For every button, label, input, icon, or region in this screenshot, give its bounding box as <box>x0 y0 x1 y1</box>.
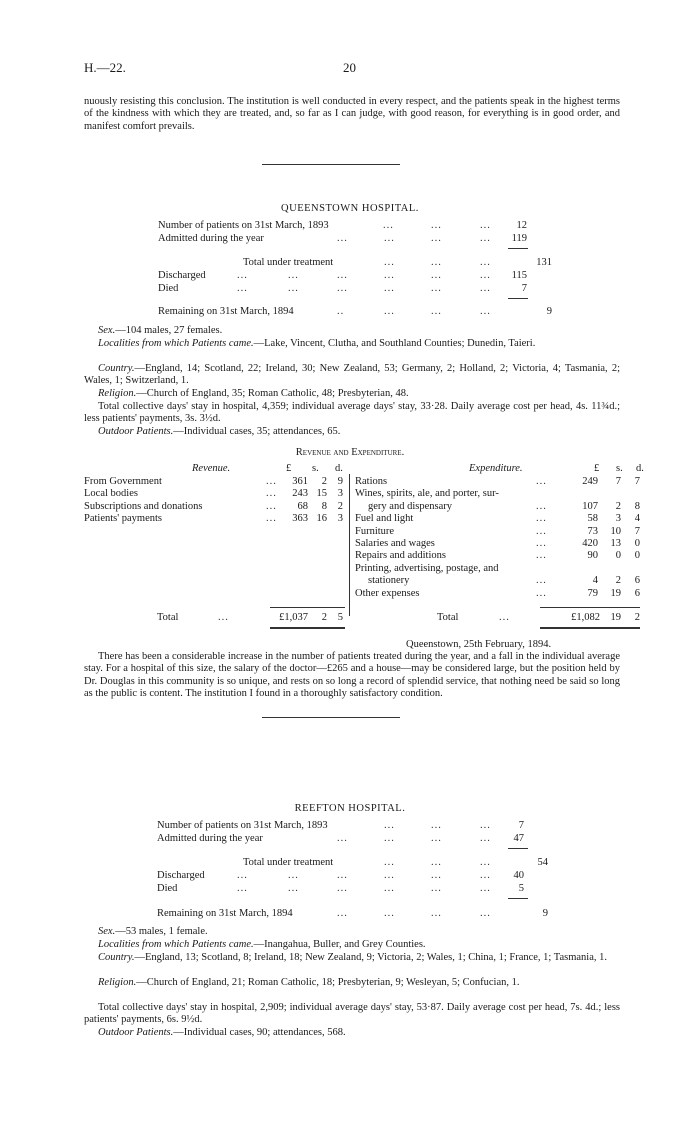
leader-dots: ... <box>337 270 348 281</box>
expenditure-item-label: stationery <box>368 575 410 587</box>
pound-head: £ <box>286 463 292 474</box>
stat-label: Number of patients on 31st March, 1893 <box>157 820 328 831</box>
revenue-total-shillings: 2 <box>321 612 327 623</box>
revenue-item-label: Subscriptions and donations <box>84 500 203 512</box>
expenditure-total-shillings: 19 <box>610 612 621 623</box>
queenstown-stay: Total collective days' stay in hospital, 4,359; individual average days' stay, 33·28. Daily average cost per head, 4s. 11¾d.; less patients' payments, 3s. 3½d. <box>84 401 620 425</box>
leader-dots: ... <box>337 883 348 894</box>
stat-value: 9 <box>542 908 548 919</box>
finance-title: Revenue and Expenditure. <box>295 447 405 458</box>
expenditure-item-label: Printing, advertising, postage, and <box>355 562 499 574</box>
revenue-item-pence: 9 <box>337 476 343 487</box>
reefton-outdoor <box>84 1027 620 1039</box>
leader-dots: ... <box>431 870 442 881</box>
expenditure-item-label: Fuel and light <box>355 513 414 525</box>
revenue-item-shillings: 2 <box>321 476 327 487</box>
expenditure-item-pounds: 90 <box>587 550 598 562</box>
expenditure-item-pence: 7 <box>634 525 640 537</box>
reefton-religion <box>84 977 620 989</box>
expenditure-total-pounds: £1,082 <box>571 612 600 623</box>
expenditure-item-shillings: 10 <box>610 525 621 537</box>
running-head: H.—22. <box>84 60 126 75</box>
leader-dots: ... <box>384 857 395 868</box>
field-value: —England, 14; Scotland, 22; Ireland, 30; New Zealand, 53; Germany, 2; Holland, 2; Victoria, 4; Tasmania, 2; Wales, 1; Switzerland, 1. <box>84 363 620 387</box>
field-value: —Lake, Vincent, Clutha, and Southland Counties; Dunedin, Taieri. <box>253 338 536 349</box>
stat-value: 5 <box>518 883 524 894</box>
expenditure-item-pounds: 107 <box>582 500 598 512</box>
field-value: —53 males, 1 female. <box>115 926 208 937</box>
sum-rule <box>270 607 345 608</box>
leader-dots: ... <box>266 476 277 487</box>
leader-dots: ... <box>218 612 229 623</box>
field-value: —Church of England, 21; Roman Catholic, 18; Presbyterian, 9; Wesleyan, 5; Confucian, 1. <box>136 977 520 988</box>
revenue-item-shillings: 8 <box>321 500 327 512</box>
expenditure-item-pence: 6 <box>634 587 640 599</box>
field-value: —Individual cases, 90; attendances, 568. <box>173 1027 346 1038</box>
stat-value: 54 <box>537 857 548 868</box>
stat-label: Remaining on 31st March, 1894 <box>157 908 293 919</box>
field-label: Country. <box>98 363 135 374</box>
leader-dots: ... <box>480 857 491 868</box>
leader-dots: ... <box>536 525 547 537</box>
leader-dots: ... <box>431 883 442 894</box>
expenditure-item-shillings: 2 <box>615 500 621 512</box>
leader-dots: ... <box>536 575 547 587</box>
page-number: 20 <box>343 60 356 75</box>
queenstown-localities <box>84 338 620 350</box>
leader-dots: ... <box>499 612 510 623</box>
leader-dots: ... <box>480 283 491 294</box>
queenstown-outdoor <box>84 426 620 438</box>
stat-label: Total under treatment <box>243 857 334 868</box>
leader-dots: ... <box>536 513 547 525</box>
expenditure-item-pounds: 4 <box>592 575 598 587</box>
intro-paragraph: nuously resisting this conclusion. The institution is well conducted in every respect, and the patients speak in the highest terms of the kindness with which they are treated, and, so far as I can judge, with good reason, for everything is in good order, and manifest comfort prevails. <box>84 96 620 132</box>
stat-label: Died <box>157 883 178 894</box>
leader-dots: ... <box>288 870 299 881</box>
expenditure-heading: Expenditure. <box>469 463 523 474</box>
leader-dots: ... <box>237 883 248 894</box>
revenue-item-pence: 3 <box>337 488 343 500</box>
stat-value: 12 <box>516 220 527 231</box>
leader-dots: ... <box>536 550 547 562</box>
expenditure-item-pence: 4 <box>634 513 640 525</box>
expenditure-item-shillings: 3 <box>615 513 621 525</box>
revenue-heading: Revenue. <box>192 463 231 474</box>
section-divider <box>262 717 400 718</box>
sum-rule <box>540 607 640 608</box>
leader-dots: ... <box>383 220 394 231</box>
leader-dots: ... <box>480 870 491 881</box>
shilling-head: s. <box>312 463 319 474</box>
leader-dots: ... <box>237 870 248 881</box>
double-rule <box>540 627 640 629</box>
reefton-localities <box>84 939 620 951</box>
queenstown-country <box>84 363 620 388</box>
expenditure-item-shillings: 13 <box>610 538 621 549</box>
queenstown-comment: There has been a considerable increase in the number of patients treated during the year, and a fall in the individual average stay. For a hospital of this size, the salary of the doctor—£265 and a house—may be considered large, but the position held by Dr. Douglas in this community is so unique, and rests on so long a record of splendid service, that nothing need be said so long as the public is content. The institution I found in a thoroughly satisfactory condition. <box>84 651 620 700</box>
revenue-total-pence: 5 <box>337 612 343 623</box>
expenditure-item-pence: 0 <box>634 538 640 549</box>
field-label: Religion. <box>98 388 137 399</box>
expenditure-item-pounds: 58 <box>587 513 598 525</box>
revenue-total-pounds: £1,037 <box>279 612 308 623</box>
leader-dots: ... <box>337 870 348 881</box>
sum-rule <box>508 248 528 249</box>
pence-head: d. <box>636 463 644 474</box>
leader-dots: ... <box>480 220 491 231</box>
expenditure-item-shillings: 2 <box>615 575 621 587</box>
dateline: Queenstown, 25th February, 1894. <box>406 639 552 650</box>
expenditure-item-label: gery and dispensary <box>368 500 452 512</box>
expenditure-item-shillings: 0 <box>615 550 621 562</box>
leader-dots: ... <box>431 220 442 231</box>
field-value: —Church of England, 35; Roman Catholic, 48; Presbyterian, 48. <box>136 388 409 399</box>
leader-dots: ... <box>536 538 547 549</box>
revenue-item-pounds: 68 <box>297 500 308 512</box>
expenditure-item-pence: 0 <box>634 550 640 562</box>
pound-head: £ <box>594 463 600 474</box>
expenditure-item-shillings: 19 <box>610 587 621 599</box>
leader-dots: ... <box>480 233 491 244</box>
stat-label: Total under treatment <box>243 257 334 268</box>
leader-dots: ... <box>480 306 491 317</box>
expenditure-item-pounds: 79 <box>587 587 598 599</box>
field-label: Localities from which Patients came. <box>98 338 254 349</box>
expenditure-item-label: Rations <box>355 476 388 487</box>
expenditure-item-label: Other expenses <box>355 587 420 599</box>
stat-label: Discharged <box>157 870 205 881</box>
pence-head: d. <box>335 463 343 474</box>
field-label: Sex. <box>98 926 116 937</box>
leader-dots: .. <box>337 306 345 317</box>
revenue-item-shillings: 15 <box>316 488 327 500</box>
field-label: Religion. <box>98 977 137 988</box>
leader-dots: ... <box>288 883 299 894</box>
leader-dots: ... <box>384 833 395 844</box>
field-label: Outdoor Patients. <box>98 1027 174 1038</box>
double-rule <box>270 627 345 629</box>
leader-dots: ... <box>431 233 442 244</box>
stat-label: Remaining on 31st March, 1894 <box>158 306 294 317</box>
leader-dots: ... <box>384 270 395 281</box>
sum-rule <box>508 298 528 299</box>
field-label: Country. <box>98 952 135 963</box>
stat-value: 7 <box>518 820 524 831</box>
expenditure-item-pounds: 73 <box>587 525 598 537</box>
field-label: Outdoor Patients. <box>98 426 174 437</box>
leader-dots: ... <box>431 833 442 844</box>
leader-dots: ... <box>384 283 395 294</box>
revenue-item-pence: 2 <box>337 500 343 512</box>
revenue-item-pounds: 361 <box>292 476 308 487</box>
stat-label: Admitted during the year <box>158 233 264 244</box>
leader-dots: ... <box>431 306 442 317</box>
leader-dots: ... <box>384 233 395 244</box>
expenditure-item-pounds: 420 <box>582 538 598 549</box>
revenue-item-pence: 3 <box>337 513 343 525</box>
stat-label: Admitted during the year <box>157 833 263 844</box>
leader-dots: ... <box>384 306 395 317</box>
leader-dots: ... <box>337 283 348 294</box>
expenditure-item-label: Repairs and additions <box>355 550 446 562</box>
stat-label: Number of patients on 31st March, 1893 <box>158 220 329 231</box>
leader-dots: ... <box>384 257 395 268</box>
leader-dots: ... <box>431 908 442 919</box>
leader-dots: ... <box>431 257 442 268</box>
expenditure-item-pence: 7 <box>634 476 640 487</box>
leader-dots: ... <box>288 283 299 294</box>
expenditure-item-label: Salaries and wages <box>355 538 435 549</box>
field-value: —Inangahua, Buller, and Grey Counties. <box>253 939 426 950</box>
leader-dots: ... <box>431 820 442 831</box>
leader-dots: ... <box>536 500 547 512</box>
expenditure-item-pence: 8 <box>634 500 640 512</box>
leader-dots: ... <box>431 283 442 294</box>
queenstown-religion <box>84 388 620 400</box>
leader-dots: ... <box>384 870 395 881</box>
leader-dots: ... <box>237 270 248 281</box>
stat-value: 119 <box>511 233 527 244</box>
sum-rule <box>508 848 528 849</box>
revenue-item-label: Patients' payments <box>84 513 163 525</box>
sum-rule <box>508 898 528 899</box>
reefton-stay: Total collective days' stay in hospital, 2,909; individual average days' stay, 53·87. Daily average cost per head, 7s. 4d.; less patients' payments, 6s. 9½d. <box>84 1002 620 1026</box>
leader-dots: ... <box>536 476 547 487</box>
leader-dots: ... <box>480 270 491 281</box>
stat-label: Discharged <box>158 270 206 281</box>
leader-dots: ... <box>237 283 248 294</box>
leader-dots: ... <box>337 908 348 919</box>
leader-dots: ... <box>431 857 442 868</box>
field-value: —Individual cases, 35; attendances, 65. <box>173 426 341 437</box>
stat-value: 9 <box>546 306 552 317</box>
stat-value: 40 <box>513 870 524 881</box>
reefton-sex <box>84 926 620 938</box>
revenue-item-shillings: 16 <box>316 513 327 525</box>
revenue-item-pounds: 243 <box>292 488 308 500</box>
stat-value: 7 <box>521 283 527 294</box>
stat-value: 47 <box>513 833 524 844</box>
leader-dots: ... <box>266 488 277 500</box>
leader-dots: ... <box>480 908 491 919</box>
leader-dots: ... <box>337 833 348 844</box>
stat-value: 131 <box>536 257 552 268</box>
shilling-head: s. <box>616 463 623 474</box>
revenue-item-label: Local bodies <box>84 488 138 500</box>
section-divider <box>262 164 400 165</box>
expenditure-item-label: Furniture <box>355 525 395 537</box>
column-rule <box>349 474 350 616</box>
revenue-total-label: Total <box>157 612 179 623</box>
leader-dots: ... <box>288 270 299 281</box>
leader-dots: ... <box>480 883 491 894</box>
field-label: Localities from which Patients came. <box>98 939 254 950</box>
field-label: Sex. <box>98 325 116 336</box>
leader-dots: ... <box>480 833 491 844</box>
revenue-item-label: From Government <box>84 476 162 487</box>
leader-dots: ... <box>266 500 277 512</box>
stat-value: 115 <box>511 270 527 281</box>
queenstown-title: QUEENSTOWN HOSPITAL. <box>281 203 419 214</box>
expenditure-total-label: Total <box>437 612 459 623</box>
leader-dots: ... <box>266 513 277 525</box>
expenditure-item-shillings: 7 <box>615 476 621 487</box>
expenditure-item-pence: 6 <box>634 575 640 587</box>
field-value: —104 males, 27 females. <box>115 325 223 336</box>
leader-dots: ... <box>431 270 442 281</box>
expenditure-total-pence: 2 <box>634 612 640 623</box>
queenstown-sex <box>84 325 620 337</box>
leader-dots: ... <box>536 587 547 599</box>
expenditure-item-pounds: 249 <box>582 476 598 487</box>
leader-dots: ... <box>337 233 348 244</box>
revenue-item-pounds: 363 <box>292 513 308 525</box>
leader-dots: ... <box>384 908 395 919</box>
leader-dots: ... <box>480 820 491 831</box>
leader-dots: ... <box>480 257 491 268</box>
reefton-country <box>84 952 620 964</box>
field-value: —England, 13; Scotland, 8; Ireland, 18; New Zealand, 9; Victoria, 2; Wales, 1; China, 1; France, 1; Tasmania, 1. <box>134 952 607 963</box>
leader-dots: ... <box>384 883 395 894</box>
expenditure-item-label: Wines, spirits, ale, and porter, sur- <box>355 488 499 500</box>
reefton-title: REEFTON HOSPITAL. <box>294 803 406 814</box>
stat-label: Died <box>158 283 179 294</box>
leader-dots: ... <box>384 820 395 831</box>
